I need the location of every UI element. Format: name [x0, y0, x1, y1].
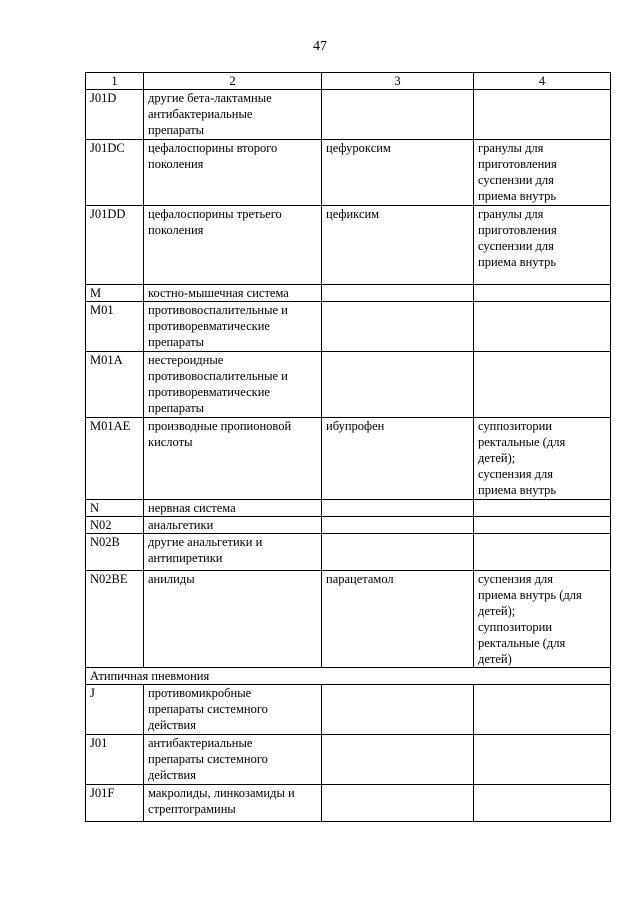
header-cell: 2	[144, 73, 322, 90]
table-row	[86, 206, 611, 285]
drug-cell: цефиксим	[322, 206, 474, 285]
form-cell	[474, 302, 611, 352]
form-cell	[474, 352, 611, 418]
atc-code-cell: J01D	[86, 90, 144, 140]
group-cell: противовоспалительные и противоревматические препараты	[144, 302, 322, 352]
form-cell	[474, 785, 611, 822]
group-cell: производные пропионовой кислоты	[144, 418, 322, 500]
group-cell: цефалоспорины третьего поколения	[144, 206, 322, 285]
table-row	[86, 735, 611, 785]
atc-code-cell: N	[86, 500, 144, 517]
drug-cell	[322, 352, 474, 418]
drug-cell	[322, 285, 474, 302]
form-cell	[474, 517, 611, 534]
table-row	[86, 285, 611, 302]
form-cell	[474, 285, 611, 302]
form-cell	[474, 685, 611, 735]
atc-code-cell: J01DC	[86, 140, 144, 206]
group-cell: другие бета-лактамные антибактериальные препараты	[144, 90, 322, 140]
group-cell: нервная система	[144, 500, 322, 517]
table-row	[86, 140, 611, 206]
drug-cell	[322, 685, 474, 735]
atc-code-cell: J01DD	[86, 206, 144, 285]
form-cell: гранулы для приготовления суспензии для приема внутрь	[474, 206, 611, 285]
drug-table	[85, 72, 611, 822]
drug-cell	[322, 534, 474, 571]
form-cell: суспензия для приема внутрь (для детей); суппозитории ректальные (для детей)	[474, 571, 611, 668]
table-row	[86, 352, 611, 418]
form-cell	[474, 90, 611, 140]
group-cell: цефалоспорины второго поколения	[144, 140, 322, 206]
table-row	[86, 418, 611, 500]
form-cell: гранулы для приготовления суспензии для приема внутрь	[474, 140, 611, 206]
table-row	[86, 685, 611, 735]
drug-cell	[322, 302, 474, 352]
group-cell: макролиды, линкозамиды и стрептограмины	[144, 785, 322, 822]
form-cell	[474, 735, 611, 785]
atc-code-cell: M	[86, 285, 144, 302]
header-cell: 3	[322, 73, 474, 90]
header-cell: 1	[86, 73, 144, 90]
drug-cell: парацетамол	[322, 571, 474, 668]
drug-cell	[322, 500, 474, 517]
drug-cell: цефуроксим	[322, 140, 474, 206]
form-cell	[474, 500, 611, 517]
table-row	[86, 500, 611, 517]
page-number: 47	[313, 39, 327, 54]
table-row	[86, 90, 611, 140]
table-row	[86, 517, 611, 534]
section-header-row	[86, 668, 611, 685]
atc-code-cell: N02B	[86, 534, 144, 571]
section-title: Атипичная пневмония	[86, 668, 611, 685]
atc-code-cell: M01	[86, 302, 144, 352]
table-row	[86, 534, 611, 571]
atc-code-cell: N02BE	[86, 571, 144, 668]
atc-code-cell: N02	[86, 517, 144, 534]
table-header-row	[86, 73, 611, 90]
group-cell: анальгетики	[144, 517, 322, 534]
drug-cell	[322, 517, 474, 534]
group-cell: противомикробные препараты системного действия	[144, 685, 322, 735]
drug-cell: ибупрофен	[322, 418, 474, 500]
table-row	[86, 302, 611, 352]
header-cell: 4	[474, 73, 611, 90]
atc-code-cell: J01	[86, 735, 144, 785]
table-row	[86, 785, 611, 822]
drug-cell	[322, 785, 474, 822]
drug-cell	[322, 90, 474, 140]
group-cell: костно-мышечная система	[144, 285, 322, 302]
group-cell: антибактериальные препараты системного действия	[144, 735, 322, 785]
group-cell: другие анальгетики и антипиретики	[144, 534, 322, 571]
atc-code-cell: M01AE	[86, 418, 144, 500]
form-cell: суппозитории ректальные (для детей); суспензия для приема внутрь	[474, 418, 611, 500]
atc-code-cell: J	[86, 685, 144, 735]
group-cell: анилиды	[144, 571, 322, 668]
table-row	[86, 571, 611, 668]
atc-code-cell: M01A	[86, 352, 144, 418]
drug-cell	[322, 735, 474, 785]
group-cell: нестероидные противовоспалительные и противоревматические препараты	[144, 352, 322, 418]
form-cell	[474, 534, 611, 571]
atc-code-cell: J01F	[86, 785, 144, 822]
